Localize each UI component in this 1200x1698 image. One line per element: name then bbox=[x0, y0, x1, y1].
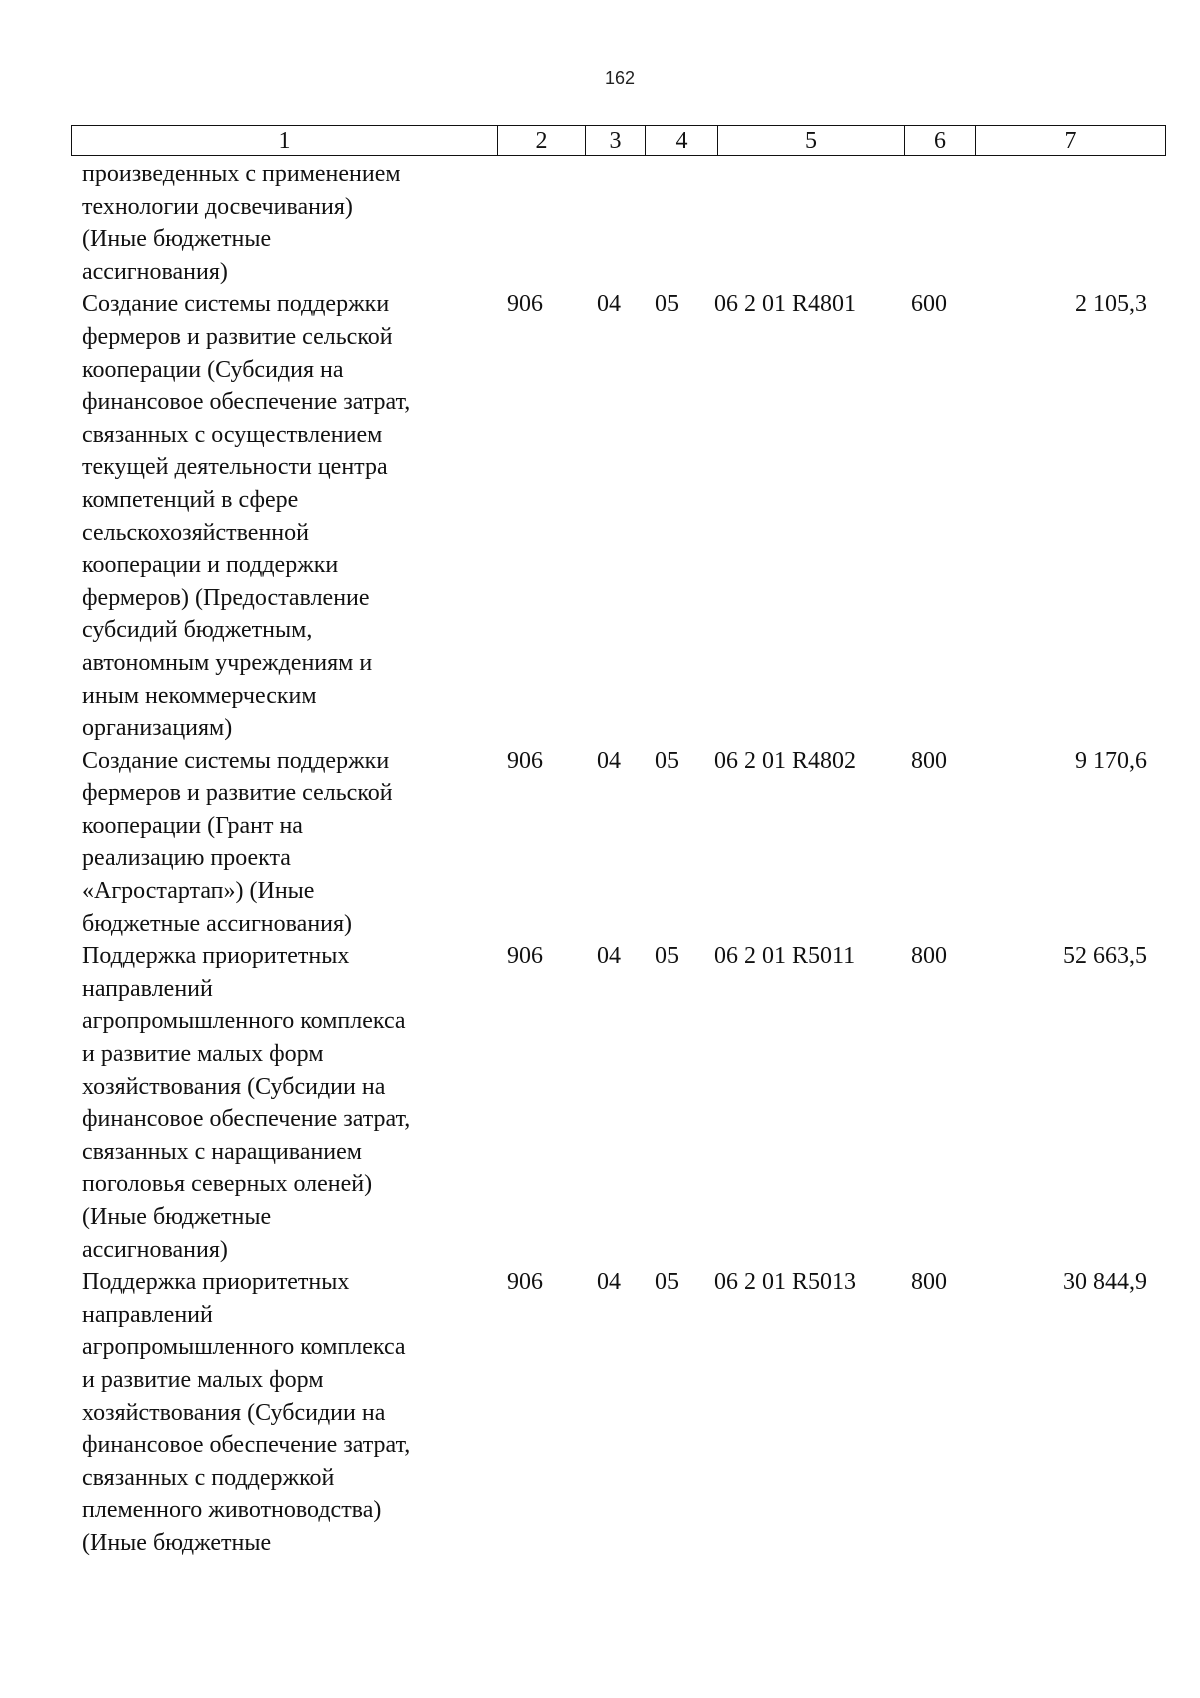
row-code-ministry: 906 bbox=[507, 1269, 543, 1296]
row-code-target: 06 2 01 R5011 bbox=[714, 943, 856, 970]
row-description: Создание системы поддержки фермеров и развитие сельской кооперации (Грант на реализацию проекта «Агростартап») (Иные бюджетные ассигнования) bbox=[82, 747, 393, 937]
row-amount: 2 105,3 bbox=[1075, 291, 1147, 318]
table-row bbox=[0, 158, 1200, 288]
row-amount: 30 844,9 bbox=[1063, 1269, 1147, 1296]
row-code-ministry: 906 bbox=[507, 943, 543, 970]
row-code-subsection: 05 bbox=[655, 747, 679, 774]
header-col-2: 2 bbox=[498, 126, 586, 155]
header-col-5: 5 bbox=[718, 126, 905, 155]
row-code-expense-type: 600 bbox=[911, 291, 947, 318]
row-code-target: 06 2 01 R4801 bbox=[714, 291, 857, 318]
page-number: 162 bbox=[604, 68, 636, 88]
row-code-expense-type: 800 bbox=[911, 1269, 947, 1296]
row-code-section: 04 bbox=[597, 943, 621, 970]
row-code-expense-type: 800 bbox=[911, 747, 947, 774]
header-col-6: 6 bbox=[905, 126, 976, 155]
row-description: Поддержка приоритетных направлений агропромышленного комплекса и развитие малых форм хозяйствования (Субсидии на финансовое обеспечение затрат, связанных с наращиванием поголовья северных оленей) (Иные бюджетные ассигнования) bbox=[82, 943, 411, 1263]
table-row bbox=[0, 1266, 1200, 1559]
table-body bbox=[0, 158, 1200, 1560]
row-description: Создание системы поддержки фермеров и развитие сельской кооперации (Субсидия на финансовое обеспечение затрат, связанных с осуществлением текущей деятельности центра компетенций в сфере сельскохозяйственной кооперации и поддержки фермеров) (Предоставление субсидий бюджетным, автономным учреждениям и иным некоммерческим организациям) bbox=[82, 291, 411, 742]
row-code-target: 06 2 01 R5013 bbox=[714, 1269, 857, 1296]
header-col-3: 3 bbox=[586, 126, 646, 155]
row-code-subsection: 05 bbox=[655, 943, 679, 970]
row-code-subsection: 05 bbox=[655, 291, 679, 318]
header-col-4: 4 bbox=[646, 126, 718, 155]
header-col-7: 7 bbox=[1064, 127, 1077, 154]
row-code-ministry: 906 bbox=[507, 291, 543, 318]
row-description: Поддержка приоритетных направлений агропромышленного комплекса и развитие малых форм хозяйствования (Субсидии на финансовое обеспечение затрат, связанных с поддержкой племенного животноводства) (Иные бюджетные bbox=[82, 1269, 411, 1556]
row-amount: 9 170,6 bbox=[1075, 747, 1147, 774]
row-code-ministry: 906 bbox=[507, 747, 543, 774]
table-header bbox=[71, 125, 1166, 156]
row-amount: 52 663,5 bbox=[1063, 943, 1147, 970]
row-code-section: 04 bbox=[597, 1269, 621, 1296]
header-col-1: 1 bbox=[72, 126, 498, 155]
row-code-target: 06 2 01 R4802 bbox=[714, 747, 857, 774]
table-row bbox=[0, 288, 1200, 744]
table-row bbox=[0, 745, 1200, 941]
row-code-subsection: 05 bbox=[655, 1269, 679, 1296]
row-description: произведенных с применением технологии досвечивания) (Иные бюджетные ассигнования) bbox=[82, 161, 401, 285]
row-code-expense-type: 800 bbox=[911, 943, 947, 970]
row-code-section: 04 bbox=[597, 291, 621, 318]
table-row bbox=[0, 940, 1200, 1266]
row-code-section: 04 bbox=[597, 747, 621, 774]
